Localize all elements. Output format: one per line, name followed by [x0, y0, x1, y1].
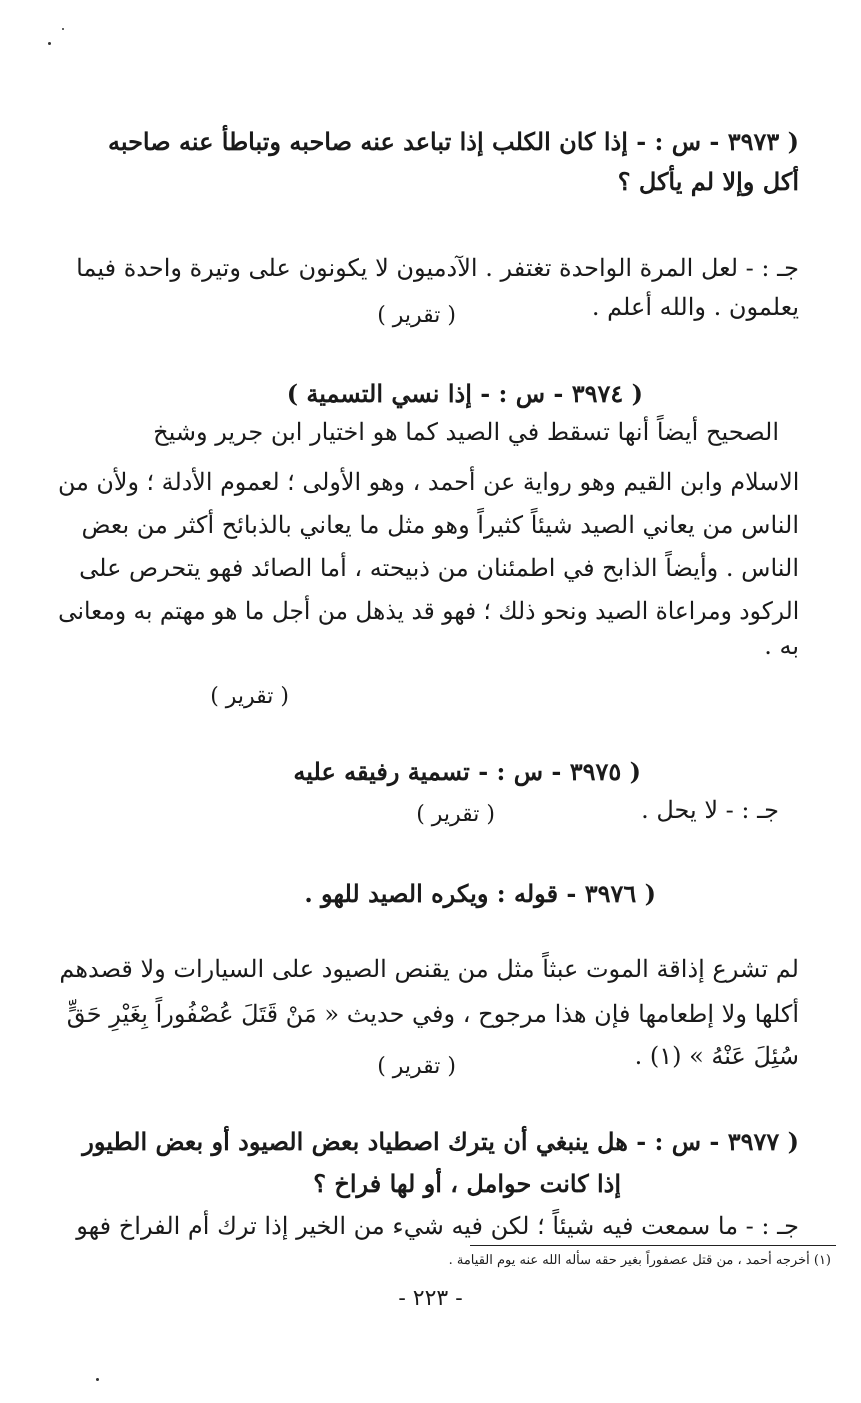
question-3973-line1: ( ٣٩٧٣ - س : - إذا كان الكلب إذا تباعد عنه صاحبه وتباطأ عنه صاحبه	[107, 127, 799, 156]
source-note: ( تقرير )	[416, 802, 495, 827]
answer-3974-line1: الصحيح أيضاً أنها تسقط في الصيد كما هو اختيار ابن جرير وشيخ	[153, 418, 779, 446]
footnote: (١) أخرجه أحمد ، من قتل عصفوراً بغير حقه سأله الله عنه يوم القيامة .	[448, 1253, 831, 1268]
answer-3976-line1: لم تشرع إذاقة الموت عبثاً مثل من يقنص الصيود على السيارات ولا قصدهم	[59, 955, 799, 983]
answer-3977: جـ : - ما سمعت فيه شيئاً ؛ لكن فيه شيء من الخير إذا ترك أم الفراخ فهو	[76, 1212, 799, 1240]
answer-3976-line2: أكلها ولا إطعامها فإن هذا مرجوح ، وفي حديث « مَنْ قَتَلَ عُصْفُوراً بِغَيْرِ حَقٍّ	[66, 1000, 799, 1028]
scan-speck	[96, 1378, 99, 1381]
answer-3974-line2: الاسلام وابن القيم وهو رواية عن أحمد ، وهو الأولى ؛ لعموم الأدلة ؛ ولأن من	[57, 468, 799, 496]
source-note: ( تقرير )	[210, 684, 289, 709]
footnote-divider	[470, 1245, 836, 1246]
question-3976-heading: ( ٣٩٧٦ - قوله : ويكره الصيد للهو .	[304, 879, 656, 908]
answer-3976-line3: سُئِلَ عَنْهُ » (١) .	[634, 1042, 799, 1070]
source-note: ( تقرير )	[377, 1054, 456, 1079]
question-3974-heading: ( ٣٩٧٤ - س : - إذا نسي التسمية )	[286, 379, 643, 408]
answer-3975: جـ : - لا يحل .	[641, 796, 779, 824]
question-3977-line1: ( ٣٩٧٧ - س : - هل ينبغي أن يترك اصطياد بعض الصيود أو بعض الطيور	[82, 1127, 799, 1156]
question-3973-line2: أكل وإلا لم يأكل ؟	[617, 167, 799, 196]
page-number: - ٢٢٣ -	[398, 1286, 463, 1311]
answer-3973-line1: جـ : - لعل المرة الواحدة تغتفر . الآدميون لا يكونون على وتيرة واحدة فيما	[76, 254, 799, 282]
answer-3974-line4: الناس . وأيضاً الذابح في اطمئنان من ذبيحته ، أما الصائد فهو يتحرص على	[79, 554, 799, 582]
answer-3974-line6: به .	[764, 632, 799, 660]
source-note: ( تقرير )	[377, 303, 456, 328]
answer-3974-line5: الركود ومراعاة الصيد ونحو ذلك ؛ فهو قد يذهل من أجل ما هو مهتم به ومعانى	[57, 597, 799, 625]
answer-3974-line3: الناس من يعاني الصيد شيئاً كثيراً وهو مثل ما يعاني بالذبائح أكثر من بعض	[81, 511, 799, 539]
scan-speck	[48, 42, 51, 45]
question-3975-heading: ( ٣٩٧٥ - س : - تسمية رفيقه عليه	[293, 757, 641, 786]
question-3977-line2: إذا كانت حوامل ، أو لها فراخ ؟	[313, 1169, 621, 1198]
answer-3973-line2: يعلمون . والله أعلم .	[591, 293, 799, 321]
scan-speck	[62, 28, 64, 30]
